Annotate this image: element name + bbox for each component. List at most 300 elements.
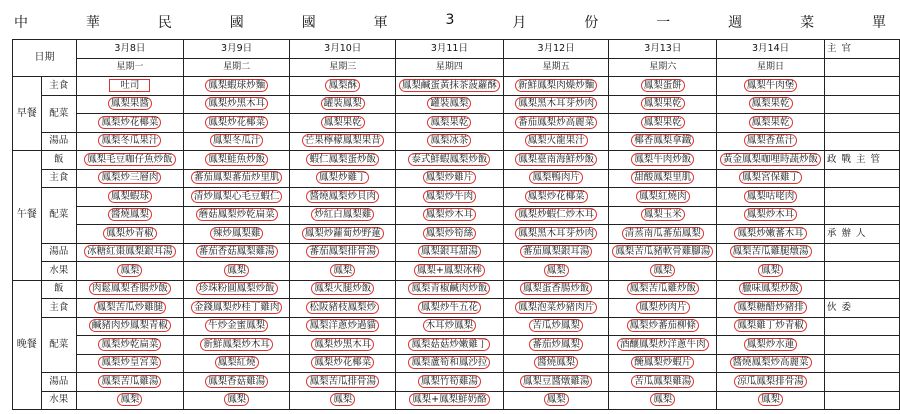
menu-item: 鳳梨炒三層肉: [98, 171, 161, 184]
menu-item-cell: [290, 354, 396, 373]
menu-item-cell: [290, 169, 396, 188]
menu-item-cell: [77, 391, 184, 410]
menu-item: 鳳梨炒黑木耳: [311, 338, 374, 351]
menu-item: 蝦仁鳳梨蛋炒飯: [306, 153, 379, 166]
menu-item: 鳳梨炒蕃茄柳條: [627, 319, 700, 332]
supervisor-label: 主 官: [824, 40, 899, 59]
menu-item: 鳳梨蝦球: [108, 190, 152, 203]
menu-item: 鳳梨鴨肉片: [529, 171, 583, 184]
category-label: 湯品: [41, 132, 77, 151]
menu-item-cell: [396, 354, 504, 373]
weekday-cell: 星期一: [77, 58, 184, 77]
date-cell: 3月11日: [396, 40, 504, 59]
menu-item: 鳳梨+鳳梨冰棒: [414, 264, 485, 277]
menu-item: 清炒鳳梨心毛豆蝦仁: [191, 190, 283, 203]
menu-item-cell: [183, 262, 290, 281]
menu-item-cell: [609, 132, 717, 151]
menu-item: 鳳梨炒蝦仁炒木耳: [515, 208, 597, 221]
menu-item: 鳳梨: [544, 264, 569, 277]
menu-item-cell: [717, 299, 825, 318]
title-char: 華: [85, 15, 100, 31]
signature-cell: [824, 280, 899, 299]
menu-item-cell: [290, 280, 396, 299]
signature-cell: [824, 391, 899, 410]
menu-item-cell: [717, 114, 825, 133]
menu-item-cell: [503, 169, 609, 188]
menu-item: 鳳梨: [117, 393, 142, 406]
menu-row: [13, 95, 900, 114]
menu-item: 鳳梨火龍果汁: [525, 134, 588, 147]
menu-item: 冰糖紅棗鳳梨銀耳湯: [84, 245, 176, 258]
menu-item-cell: [396, 373, 504, 392]
menu-item-cell: [609, 373, 717, 392]
menu-item-cell: [396, 151, 504, 170]
title-char: 菜: [800, 15, 815, 31]
menu-item-cell: [609, 206, 717, 225]
menu-item: 鳳梨炒花椰菜: [98, 116, 161, 129]
menu-item-cell: [609, 391, 717, 410]
menu-item: 鳳梨苦瓜排骨湯: [306, 375, 379, 388]
menu-item-cell: [609, 225, 717, 244]
menu-item: 鳳梨酥: [325, 79, 360, 92]
menu-row: [13, 336, 900, 355]
menu-item-cell: [396, 243, 504, 262]
menu-row: [13, 206, 900, 225]
weekday-cell: 星期五: [503, 58, 609, 77]
menu-item-cell: [609, 243, 717, 262]
menu-item-cell: [503, 336, 609, 355]
menu-item-cell: [503, 243, 609, 262]
menu-item: 鳳梨炒花椰菜: [525, 190, 588, 203]
category-label: 湯品: [41, 243, 77, 262]
menu-item-cell: [77, 336, 184, 355]
menu-item: 鳳梨炒青椒: [103, 227, 157, 240]
menu-item: 蕃茄炒鳳梨: [529, 338, 583, 351]
menu-item-cell: [503, 391, 609, 410]
menu-item: 鳳梨果乾: [641, 116, 685, 129]
signature-cell: [824, 317, 899, 336]
menu-item-cell: [396, 77, 504, 96]
category-label: 湯品: [41, 373, 77, 392]
menu-item-cell: [396, 132, 504, 151]
menu-item-cell: [609, 262, 717, 281]
date-cell: 3月12日: [503, 40, 609, 59]
menu-item: 蘑菇鳳梨炒乾扁菜: [196, 208, 278, 221]
menu-item-cell: [77, 77, 184, 96]
menu-item-cell: [183, 354, 290, 373]
weekday-cell: 星期二: [183, 58, 290, 77]
menu-row: [13, 114, 900, 133]
menu-item-cell: [77, 317, 184, 336]
menu-item: 鳳梨冬瓜汁: [210, 134, 264, 147]
category-label: 配菜: [41, 95, 77, 132]
date-cell: 3月10日: [290, 40, 396, 59]
menu-item-cell: [503, 299, 609, 318]
menu-item: 鳳梨苦瓜雞湯: [98, 375, 161, 388]
date-row: [13, 40, 900, 59]
menu-item: 蕃茄鳳梨蕃茄炒里肌: [191, 171, 283, 184]
menu-item-cell: [396, 299, 504, 318]
menu-item: 鳳梨炒木耳: [423, 208, 477, 221]
weekday-cell: 星期三: [290, 58, 396, 77]
menu-item-cell: [290, 132, 396, 151]
menu-item-cell: [290, 151, 396, 170]
menu-row: [13, 299, 900, 318]
menu-item-cell: [609, 151, 717, 170]
menu-item: 木耳炒鳳梨: [423, 319, 477, 332]
menu-item-cell: [503, 77, 609, 96]
menu-item-cell: [717, 95, 825, 114]
menu-item-cell: [609, 280, 717, 299]
menu-item: 鳳梨炒牛五花: [418, 301, 481, 314]
menu-item: 松阪豬枝鳳梨炒: [306, 301, 379, 314]
signature-cell: [824, 206, 899, 225]
menu-item: 鳳梨果乾: [749, 116, 793, 129]
category-label: 水果: [41, 391, 77, 410]
signature-cell: [824, 243, 899, 262]
menu-item: 涼瓜鳳梨排骨湯: [734, 375, 807, 388]
menu-row: [13, 354, 900, 373]
menu-item: 鳳梨臺南海鮮炒飯: [515, 153, 597, 166]
title-char: 一: [656, 15, 671, 31]
meal-name: 午餐: [13, 151, 42, 281]
menu-item-cell: [183, 77, 290, 96]
menu-item-cell: [609, 317, 717, 336]
menu-item-cell: [77, 169, 184, 188]
menu-item-cell: [396, 114, 504, 133]
title-char: 軍: [373, 15, 388, 31]
menu-row: [13, 188, 900, 207]
menu-item-cell: [183, 206, 290, 225]
menu-item-cell: [290, 77, 396, 96]
menu-item-cell: [77, 354, 184, 373]
category-label: 主食: [41, 299, 77, 318]
category-label: 飯: [41, 151, 77, 170]
menu-item: 鳳梨炒水蓮: [744, 338, 798, 351]
menu-item: 蕃茄香菇鳳梨雞湯: [196, 245, 278, 258]
signature-cell: [824, 336, 899, 355]
menu-item: 黃金鳳梨咖哩時蔬炒飯: [720, 153, 821, 166]
menu-item-cell: [183, 132, 290, 151]
menu-item: 苦瓜炒鳳梨: [529, 319, 583, 332]
menu-item: 鳳梨: [330, 264, 355, 277]
menu-item: 泰式鮮蝦鳳梨炒飯: [408, 153, 490, 166]
menu-item-cell: [503, 317, 609, 336]
menu-item: 辣炒鳳梨雞: [210, 227, 264, 240]
menu-item: 鳳梨黑木耳芽炒肉: [515, 97, 597, 110]
meal-name: 晚餐: [13, 280, 42, 410]
menu-item: 鳳梨黑木耳芽炒肉: [515, 227, 597, 240]
menu-item-cell: [717, 373, 825, 392]
menu-item: 鳳梨糖醋炒豬排: [734, 301, 807, 314]
menu-row: [13, 373, 900, 392]
menu-item-cell: [77, 206, 184, 225]
menu-item-cell: [717, 262, 825, 281]
menu-item-cell: [503, 373, 609, 392]
menu-item: 罐裝鳳梨: [427, 97, 471, 110]
date-cell: 3月9日: [183, 40, 290, 59]
signature-cell: [824, 188, 899, 207]
menu-item: 鳳梨: [224, 264, 249, 277]
menu-item: 苦瓜鳳梨雞湯: [631, 375, 694, 388]
title-char: 國: [301, 15, 316, 31]
menu-item-cell: [290, 114, 396, 133]
menu-item-cell: [290, 225, 396, 244]
weekday-cell: 星期四: [396, 58, 504, 77]
menu-item: 鳳梨牛肉炒飯: [631, 153, 694, 166]
menu-item-cell: [503, 114, 609, 133]
menu-item-cell: [183, 188, 290, 207]
menu-item-cell: [290, 373, 396, 392]
menu-item-cell: [396, 336, 504, 355]
menu-item-cell: [290, 188, 396, 207]
menu-item-cell: [609, 188, 717, 207]
menu-item: 臘味鳳梨炒飯: [739, 282, 802, 295]
menu-item-cell: [396, 225, 504, 244]
supervisor-sign-cell: [824, 58, 899, 77]
category-label: 飯: [41, 280, 77, 299]
menu-item: 鳳梨銀耳甜湯: [418, 245, 481, 258]
signature-cell: [824, 114, 899, 133]
menu-item-cell: [290, 317, 396, 336]
menu-item: 鳳梨炒黑木耳: [205, 97, 268, 110]
menu-row: [13, 132, 900, 151]
menu-item-cell: [717, 151, 825, 170]
menu-item: 鳳梨炒肉片: [636, 301, 690, 314]
menu-item-cell: [290, 206, 396, 225]
signature-cell: [824, 373, 899, 392]
menu-item-cell: [717, 132, 825, 151]
title-char: 國: [229, 15, 244, 31]
menu-item-cell: [290, 262, 396, 281]
menu-item: 鳳梨鮭魚炒飯: [205, 153, 268, 166]
menu-item-cell: [717, 206, 825, 225]
menu-item: 鳳梨: [224, 393, 249, 406]
menu-item-cell: [396, 169, 504, 188]
menu-item-cell: [77, 225, 184, 244]
menu-item: 鹹豬肉炒鳳梨青椒: [89, 319, 171, 332]
menu-item-cell: [717, 280, 825, 299]
menu-item-cell: [77, 262, 184, 281]
menu-item: 鳳梨果乾: [321, 116, 365, 129]
menu-item: 鳳梨泡菜炒豬肉片: [515, 301, 597, 314]
menu-item-cell: [77, 114, 184, 133]
menu-item: 新鮮鳳梨炒木耳: [200, 338, 273, 351]
menu-row: [13, 77, 900, 96]
menu-item-cell: [77, 151, 184, 170]
menu-item: 醬燒鳳梨: [108, 208, 152, 221]
menu-item-cell: [717, 243, 825, 262]
menu-item: 甜酸鳳梨里肌: [631, 171, 694, 184]
menu-row: [13, 262, 900, 281]
menu-item-cell: [503, 132, 609, 151]
menu-item: 醬燒鳳梨炒貝肉: [306, 190, 379, 203]
menu-item: 鳳梨苦瓜炒雞腿: [94, 301, 167, 314]
menu-item-cell: [503, 280, 609, 299]
menu-item: 鳳梨鹹蛋黃抹茶菠蘿酥: [399, 79, 500, 92]
menu-item: 鳳梨竹筍雞湯: [418, 375, 481, 388]
menu-row: [13, 317, 900, 336]
category-label: 配菜: [41, 317, 77, 373]
signature-cell: 承 辦 人: [824, 225, 899, 244]
menu-item-cell: [503, 354, 609, 373]
menu-item-cell: [77, 280, 184, 299]
menu-item: 醃鳳梨炒蝦片: [631, 356, 694, 369]
menu-item-cell: [290, 391, 396, 410]
menu-item: 鳳梨果醬: [108, 97, 152, 110]
title-char: 月: [512, 15, 527, 31]
menu-item: 鳳梨冰茶: [427, 134, 471, 147]
menu-item-cell: [503, 151, 609, 170]
menu-item-cell: [77, 299, 184, 318]
menu-item-cell: [290, 299, 396, 318]
signature-cell: 伙 委: [824, 299, 899, 318]
menu-item: 蕃茄鳳梨排骨湯: [306, 245, 379, 258]
menu-item-cell: [609, 299, 717, 318]
menu-item: 鳳梨豆醬燉雞湯: [520, 375, 593, 388]
menu-item-cell: [503, 95, 609, 114]
menu-item: 鳳梨冬瓜果汁: [98, 134, 161, 147]
signature-cell: [824, 77, 899, 96]
menu-item: 鳳梨苦瓜雞炒飯: [627, 282, 700, 295]
menu-item-cell: [77, 188, 184, 207]
menu-item-cell: [717, 188, 825, 207]
menu-item: 珍珠粉圓鳳梨炒飯: [196, 282, 278, 295]
menu-item: 鳳梨蛋香腸炒飯: [520, 282, 593, 295]
menu-row: [13, 151, 900, 170]
menu-item: 鳳梨炒嫩蕃木耳: [734, 227, 807, 240]
menu-item: 肉鬆鳳梨香腸炒飯: [89, 282, 171, 295]
title-char: 單: [871, 15, 886, 31]
menu-item: 罐裝鳳梨: [321, 97, 365, 110]
menu-row: [13, 243, 900, 262]
menu-item: 鳳梨: [117, 264, 142, 277]
menu-item-cell: [396, 262, 504, 281]
menu-item: 吐司: [109, 79, 150, 92]
menu-item: 鳳梨炒花椰菜: [205, 116, 268, 129]
menu-item: 新鮮鳳梨肉燥炒麵: [515, 79, 597, 92]
menu-item-cell: [183, 243, 290, 262]
menu-item: 鳳梨: [330, 393, 355, 406]
menu-item-cell: [609, 169, 717, 188]
menu-item: 鳳梨炒雞片: [423, 171, 477, 184]
menu-item: 醬燒鳳梨: [534, 356, 578, 369]
menu-item: 鳳梨洋蔥炒過貓: [306, 319, 379, 332]
signature-cell: 政 戰 主 管: [824, 151, 899, 170]
menu-item: 芒果檸檬鳳梨果昔: [302, 134, 384, 147]
date-cell: 3月8日: [77, 40, 184, 59]
menu-item: 鳳梨苦瓜豬軟骨雞腳湯: [612, 245, 713, 258]
menu-item-cell: [717, 354, 825, 373]
menu-item: 鳳梨炒蘿蔔炒野蓮: [302, 227, 384, 240]
title-char: 份: [584, 15, 599, 31]
menu-item: 鳳梨炒花椰菜: [311, 356, 374, 369]
menu-item-cell: [396, 188, 504, 207]
menu-item: 鳳梨炒雞丁: [316, 171, 370, 184]
meal-name: 早餐: [13, 77, 42, 151]
menu-item: 鳳梨: [544, 393, 569, 406]
category-label: 主食: [41, 169, 77, 188]
signature-cell: [824, 132, 899, 151]
menu-item: 鳳梨青椒鹹肉炒飯: [408, 282, 490, 295]
title-char: 3: [445, 12, 455, 28]
menu-item-cell: [503, 262, 609, 281]
menu-item: 鳳梨炒皇宮菜: [98, 356, 161, 369]
menu-item-cell: [183, 169, 290, 188]
menu-title: [14, 12, 886, 32]
signature-cell: [824, 95, 899, 114]
menu-item: 鳳梨玉米: [641, 208, 685, 221]
menu-item: 金錢鳳梨炒桂丁雞肉: [191, 301, 283, 314]
menu-item: 醬燒鳳梨炒高麗菜: [730, 356, 812, 369]
signature-cell: [824, 169, 899, 188]
menu-item: 鳳梨蛋餅: [641, 79, 685, 92]
signature-cell: [824, 354, 899, 373]
menu-item: 鳳梨毛豆咖仔魚炒飯: [84, 153, 176, 166]
menu-item: 鳳梨菇菇炒嫩雞丁: [408, 338, 490, 351]
menu-row: [13, 391, 900, 410]
menu-item: 炒紅白鳳梨雞: [311, 208, 374, 221]
menu-item-cell: [183, 280, 290, 299]
menu-item: 鳳梨咕咾肉: [744, 190, 798, 203]
menu-item-cell: [396, 95, 504, 114]
menu-item-cell: [77, 243, 184, 262]
menu-item: 蕃茄鳳梨銀耳湯: [520, 245, 593, 258]
menu-item-cell: [183, 225, 290, 244]
menu-item: 牛炒金蜜鳳梨: [205, 319, 268, 332]
menu-item-cell: [183, 151, 290, 170]
menu-item-cell: [717, 317, 825, 336]
menu-item: 鳳梨果乾: [641, 97, 685, 110]
menu-item-cell: [396, 280, 504, 299]
menu-item-cell: [503, 225, 609, 244]
menu-item: 椰香鳳梨拿鐵: [631, 134, 694, 147]
weekday-cell: 星期日: [717, 58, 825, 77]
menu-item-cell: [290, 336, 396, 355]
menu-item: 鳳梨炒牛肉: [423, 190, 477, 203]
menu-item-cell: [183, 95, 290, 114]
menu-item-cell: [717, 391, 825, 410]
menu-item-cell: [183, 317, 290, 336]
title-char: 中: [14, 15, 28, 31]
menu-item: 鳳梨炒乾扁菜: [98, 338, 161, 351]
menu-item: 鳳梨宮保雞丁: [739, 171, 802, 184]
menu-item-cell: [77, 95, 184, 114]
category-label: 主食: [41, 77, 77, 96]
menu-item: 鳳梨蘆筍和鳳沙拉: [408, 356, 490, 369]
menu-item: 鳳梨雞丁炒青椒: [734, 319, 807, 332]
menu-item-cell: [290, 95, 396, 114]
menu-item-cell: [609, 95, 717, 114]
menu-item-cell: [717, 225, 825, 244]
menu-item: 鳳梨紅燒: [215, 356, 259, 369]
category-label: 水果: [41, 262, 77, 281]
menu-item: 鳳梨炒木耳: [744, 208, 798, 221]
menu-item: 清蒸南瓜蕃茄鳳梨: [622, 227, 704, 240]
menu-item: 番茄鳳梨炒高麗菜: [515, 116, 597, 129]
menu-row: [13, 225, 900, 244]
menu-item-cell: [183, 336, 290, 355]
menu-row: [13, 169, 900, 188]
weekly-menu-table: [12, 39, 900, 410]
date-cell: 3月14日: [717, 40, 825, 59]
menu-row: [13, 280, 900, 299]
menu-item-cell: [609, 354, 717, 373]
weekday-cell: 星期六: [609, 58, 717, 77]
date-label: 日期: [13, 40, 77, 77]
menu-item: 鳳梨苦瓜雞腿燉湯: [730, 245, 812, 258]
menu-item-cell: [609, 114, 717, 133]
